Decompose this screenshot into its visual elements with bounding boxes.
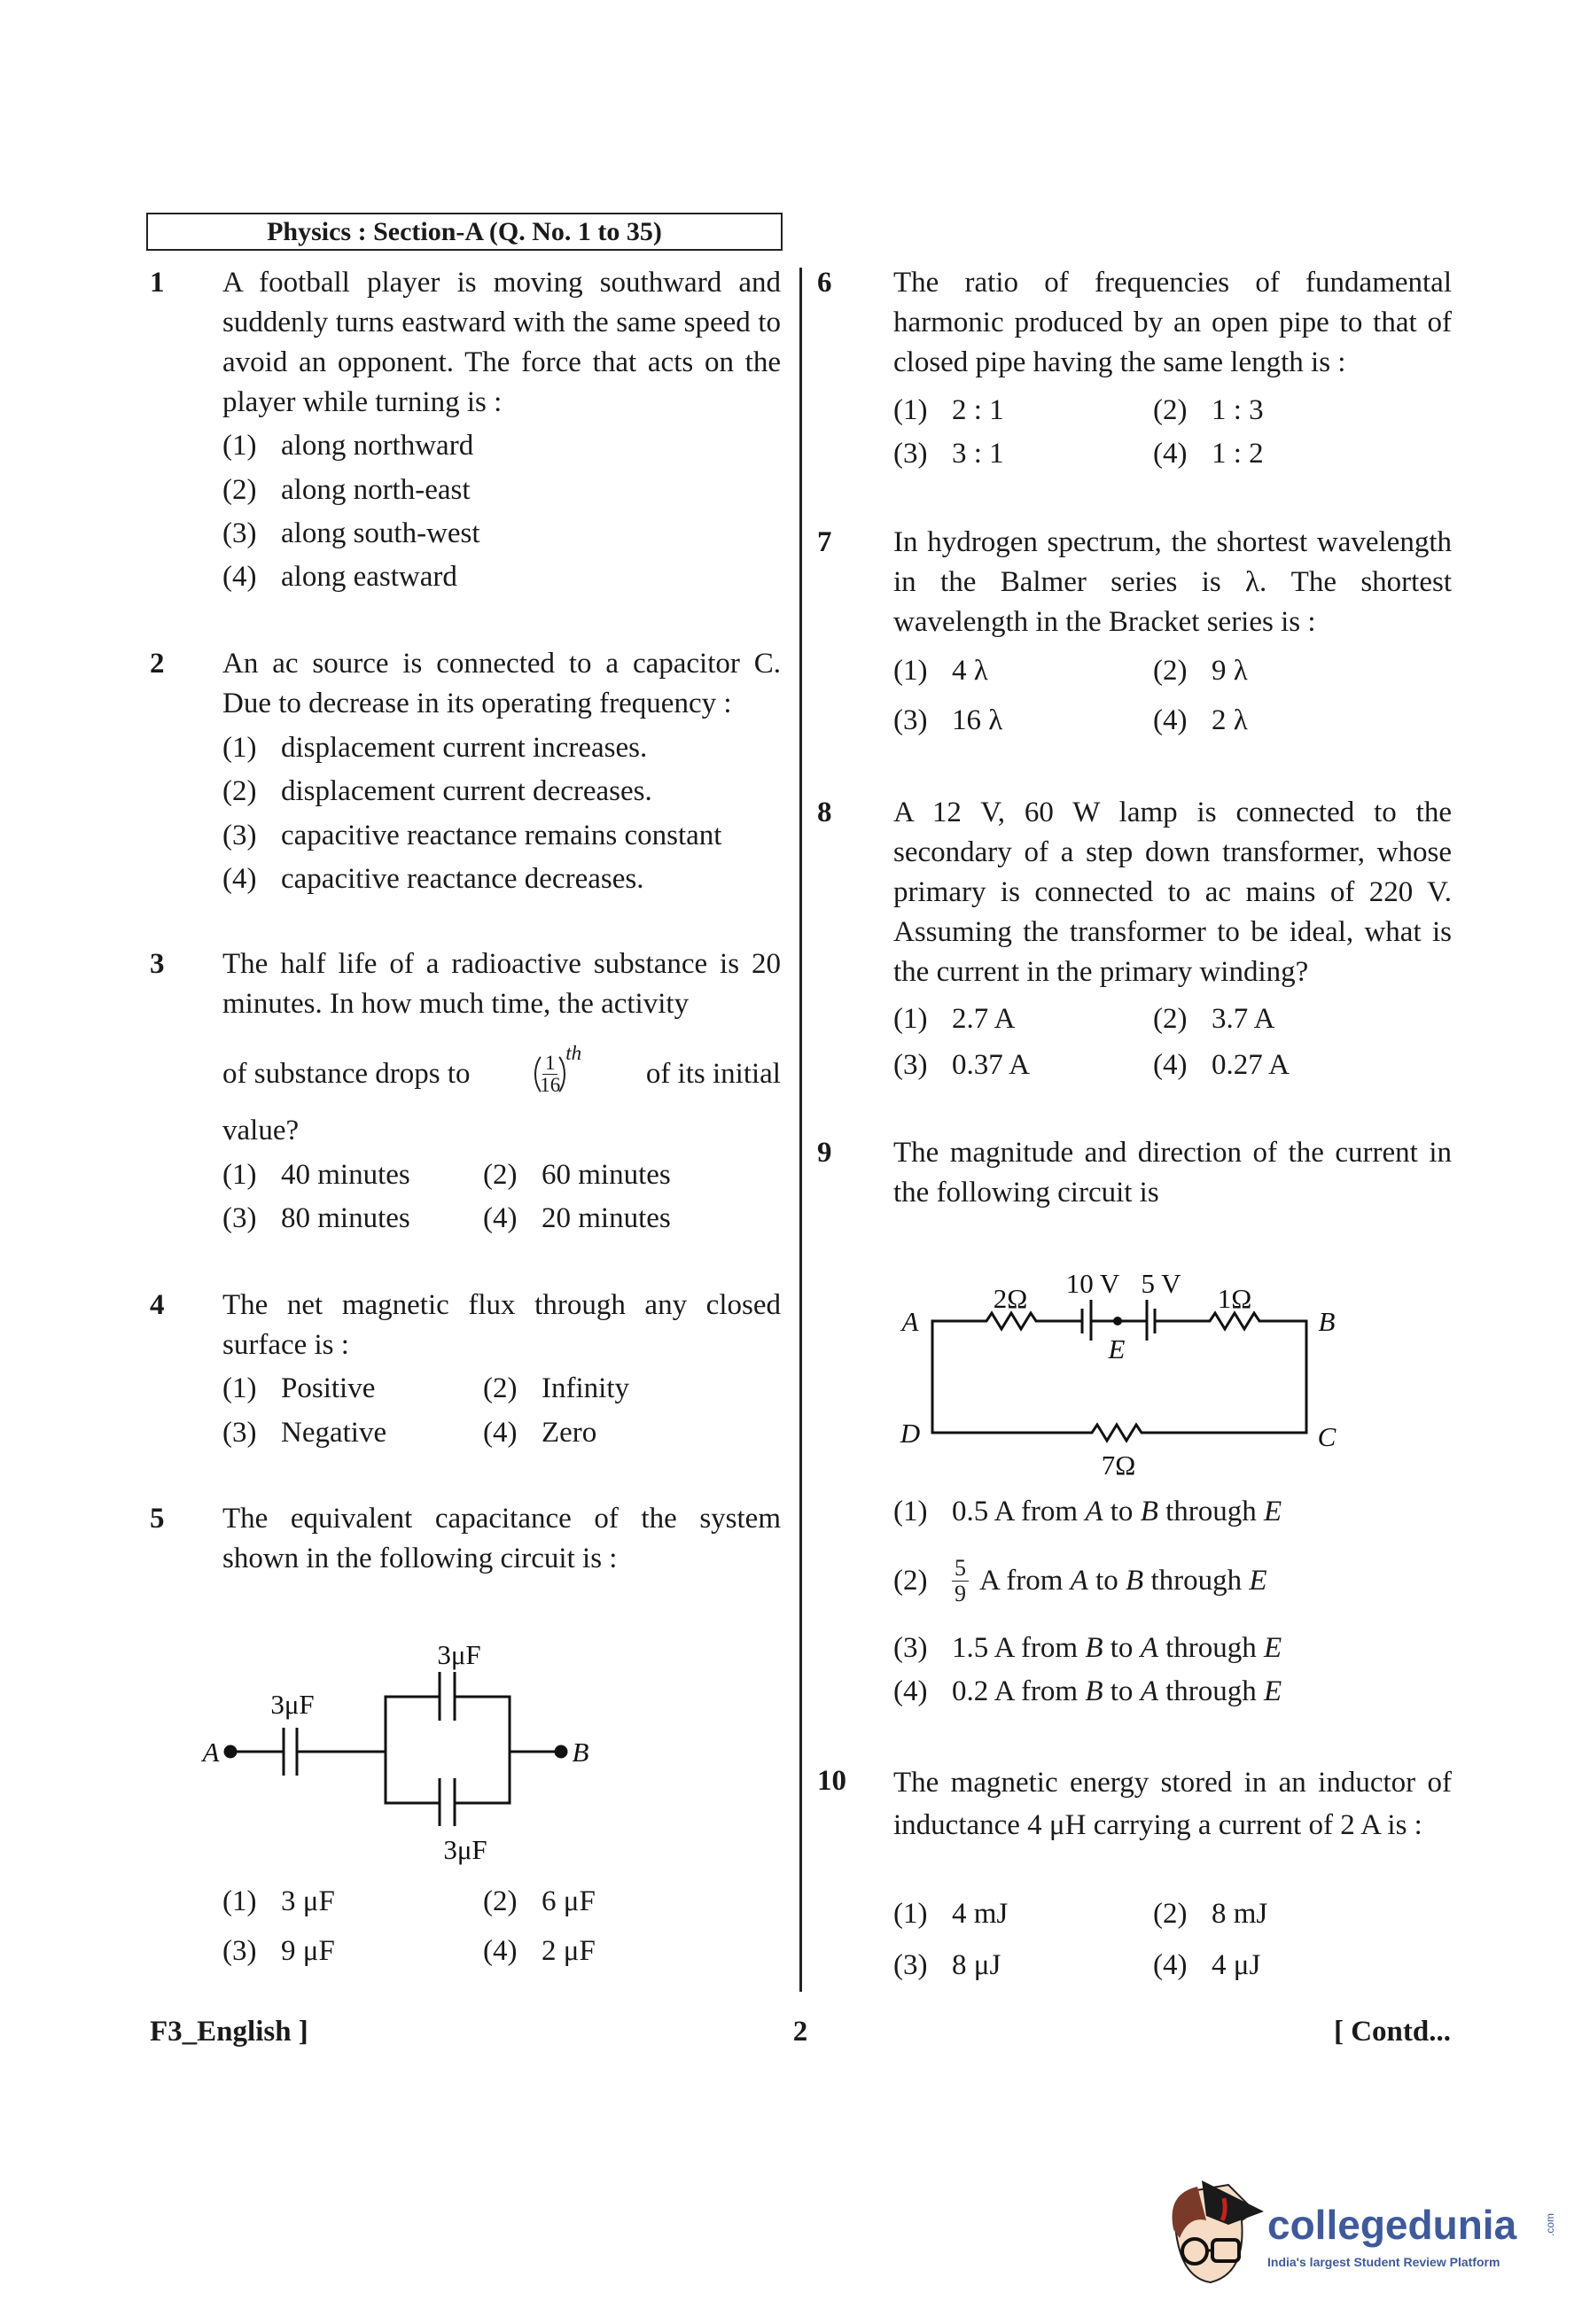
- option-number: (2): [1153, 1003, 1188, 1035]
- battery-label: 5 V: [1141, 1268, 1181, 1299]
- terminal-dot: [225, 1746, 236, 1757]
- option: [222, 426, 781, 466]
- question-text: In hydrogen spectrum, the shortest wavelength in the Balmer series is λ. The shortest wavelength in the Bracket series is :: [893, 526, 1452, 638]
- option-text: to: [1110, 1632, 1134, 1664]
- option-text: to: [1110, 1496, 1134, 1527]
- option-number: (4): [1153, 704, 1188, 736]
- option: [483, 1369, 629, 1409]
- option-text: through: [1165, 1496, 1257, 1527]
- option-text: A from: [979, 1564, 1064, 1597]
- option-number: (1): [222, 430, 257, 462]
- option: [483, 1155, 671, 1195]
- capacitor-label: 3μF: [270, 1689, 315, 1720]
- node-label: B: [1140, 1496, 1158, 1527]
- question-text: value?: [222, 1115, 300, 1146]
- option-number: (1): [893, 655, 928, 687]
- mascot-icon: [1157, 2176, 1264, 2291]
- text: of its initial: [645, 1057, 781, 1090]
- option-number: (3): [893, 438, 928, 470]
- option-text: 40 minutes: [281, 1159, 410, 1191]
- junction-dot: [1115, 1318, 1121, 1325]
- option: [893, 1492, 1452, 1532]
- option-text: 80 minutes: [281, 1202, 410, 1234]
- footer-paper-code: F3_English ]: [150, 2016, 308, 2048]
- option: [893, 1628, 1452, 1668]
- option: [483, 1413, 596, 1453]
- superscript: th: [565, 1041, 582, 1064]
- option-number: (3): [222, 517, 257, 549]
- collegedunia-logo: [1157, 2167, 1565, 2291]
- option: [893, 1672, 1452, 1712]
- resistor-label: 1Ω: [1217, 1283, 1252, 1314]
- option: [1153, 434, 1264, 474]
- node-label: B: [572, 1737, 589, 1768]
- fraction-numerator: 5: [952, 1556, 969, 1582]
- option-text: Infinity: [542, 1372, 629, 1404]
- option-number: (3): [893, 1949, 928, 1981]
- option: [222, 470, 781, 510]
- option: [1153, 701, 1248, 741]
- question-number: 6: [817, 267, 832, 299]
- question-number: 1: [150, 267, 165, 299]
- option-text: 4 λ: [952, 655, 988, 687]
- option-text: 6 μF: [542, 1885, 596, 1917]
- option: [1153, 391, 1264, 431]
- section-header: Physics : Section-A (Q. No. 1 to 35): [146, 213, 783, 251]
- option-text: through: [1165, 1632, 1257, 1664]
- option-number: (4): [1153, 438, 1188, 470]
- option-text: to: [1095, 1564, 1118, 1597]
- option-text: along north-east: [281, 474, 471, 506]
- column-divider: [799, 268, 802, 1992]
- option-number: (3): [222, 1935, 257, 1967]
- option-number: (3): [893, 1049, 928, 1081]
- option: [483, 1931, 596, 1971]
- footer-contd: [ Contd...: [1333, 2016, 1451, 2048]
- option-text: Negative: [281, 1417, 387, 1449]
- question-number: 4: [150, 1289, 165, 1321]
- option-text: along northward: [281, 430, 474, 462]
- option-text: Positive: [281, 1372, 376, 1404]
- option-number: (3): [222, 1202, 257, 1234]
- question-number: 8: [817, 797, 832, 828]
- option-text: 4 mJ: [952, 1898, 1009, 1930]
- text: of substance drops to: [222, 1057, 471, 1090]
- option-text: 2.7 A: [952, 1003, 1016, 1035]
- resistor: [982, 1313, 1039, 1329]
- option: [893, 1552, 1452, 1609]
- option-text: 20 minutes: [542, 1202, 671, 1234]
- question-number: 9: [817, 1137, 832, 1169]
- fraction-numerator: 1: [542, 1053, 558, 1075]
- option-text: 0.5 A from: [952, 1496, 1079, 1527]
- option-text: displacement current decreases.: [281, 775, 652, 807]
- option-text: 2 : 1: [952, 394, 1004, 426]
- question-text: The ratio of frequencies of fundamental harmonic produced by an open pipe to that of closed pipe having the same length is :: [893, 267, 1452, 378]
- node-label: A: [901, 1306, 919, 1337]
- node-label: B: [1126, 1564, 1144, 1597]
- option-text: 8 mJ: [1212, 1898, 1268, 1930]
- option-text: 1 : 2: [1212, 438, 1264, 470]
- option-number: (1): [893, 1496, 928, 1527]
- node-label: E: [1264, 1632, 1282, 1664]
- option: [222, 557, 781, 597]
- option-number: (4): [1153, 1949, 1188, 1981]
- option-number: (2): [893, 1564, 928, 1597]
- node-label: A: [1140, 1632, 1158, 1664]
- option-number: (1): [222, 1159, 257, 1191]
- option-text: capacitive reactance remains constant: [281, 820, 722, 851]
- option: [1153, 1946, 1260, 1986]
- node-label: B: [1085, 1675, 1103, 1707]
- question-text: An ac source is connected to a capacitor C. Due to decrease in its operating frequency :: [222, 648, 781, 719]
- logo-suffix: .com: [1544, 2213, 1556, 2237]
- question-text: The net magnetic flux through any closed surface is :: [222, 1289, 781, 1361]
- node-label: E: [1249, 1564, 1267, 1597]
- node-label: A: [1070, 1564, 1088, 1597]
- question-text: A football player is moving southward and suddenly turns eastward with the same speed to avoid an opponent. The force that acts on the player while turning is :: [222, 267, 781, 418]
- option-number: (3): [222, 820, 257, 851]
- option-number: (4): [893, 1675, 928, 1707]
- question-text: A 12 V, 60 W lamp is connected to the secondary of a step down transformer, whose primary is connected to ac mains of 220 V. Assuming the transformer to be ideal, what is the current in the primary winding?: [893, 797, 1452, 988]
- wire: [1143, 1321, 1306, 1433]
- option-text: 1.5 A from: [952, 1632, 1079, 1664]
- wire: [932, 1321, 1087, 1433]
- option: [222, 728, 781, 768]
- logo-wordmark: collegedunia: [1267, 2202, 1517, 2248]
- option-number: (1): [893, 1898, 928, 1930]
- node-label: A: [1085, 1496, 1103, 1527]
- option-number: (4): [483, 1935, 518, 1967]
- option-number: (2): [483, 1372, 518, 1404]
- option-number: (1): [893, 1003, 928, 1035]
- option: [1153, 651, 1248, 691]
- option-text: 8 μJ: [952, 1949, 1001, 1981]
- option-text: 9 μF: [281, 1935, 335, 1967]
- option: [222, 772, 781, 812]
- option-text: along eastward: [281, 561, 457, 593]
- option-number: (1): [222, 1885, 257, 1917]
- option-number: (2): [483, 1885, 518, 1917]
- question-number: 3: [150, 948, 165, 980]
- fraction-denominator: 9: [955, 1580, 966, 1606]
- question-text-fraction-line: [222, 1041, 781, 1102]
- option-text: displacement current increases.: [281, 732, 648, 764]
- wire: [386, 1697, 440, 1803]
- option-text: Zero: [542, 1417, 597, 1449]
- option-text: 0.27 A: [1212, 1049, 1290, 1081]
- node-label: A: [1140, 1675, 1158, 1707]
- capacitor-label: 3μF: [443, 1834, 487, 1865]
- option-number: (2): [1153, 394, 1188, 426]
- question-number: 10: [817, 1765, 846, 1797]
- option-text: to: [1110, 1675, 1134, 1707]
- option-text: 4 μJ: [1212, 1949, 1261, 1981]
- option-text: 2 μF: [542, 1935, 596, 1967]
- option-number: (1): [222, 732, 257, 764]
- option-text: 3.7 A: [1212, 1003, 1275, 1035]
- node-label: A: [202, 1737, 220, 1768]
- option: [222, 514, 781, 554]
- fraction-expression: [534, 1041, 582, 1098]
- option-number: (2): [1153, 1898, 1188, 1930]
- node-label: E: [1108, 1333, 1126, 1364]
- option-number: (4): [222, 863, 257, 895]
- wire: [455, 1697, 510, 1803]
- node-label: E: [1264, 1675, 1282, 1707]
- option-text: 9 λ: [1212, 655, 1248, 687]
- resistor-label: 2Ω: [993, 1283, 1028, 1314]
- option-number: (4): [222, 561, 257, 593]
- option: [1153, 999, 1275, 1039]
- terminal-dot: [556, 1746, 566, 1757]
- option-text: 60 minutes: [542, 1159, 671, 1191]
- question-number: 2: [150, 648, 165, 680]
- resistor-battery-circuit: [932, 1300, 1306, 1441]
- capacitor-circuit: [225, 1672, 566, 1826]
- option-number: (3): [222, 1417, 257, 1449]
- question-text: The half life of a radioactive substance is 20 minutes. In how much time, the activity: [222, 948, 781, 1020]
- fraction-denominator: 16: [540, 1073, 561, 1096]
- option-number: (2): [483, 1159, 518, 1191]
- option-number: (1): [222, 1372, 257, 1404]
- fraction: [952, 1556, 969, 1606]
- option: [483, 1882, 596, 1922]
- resistor: [1087, 1425, 1143, 1441]
- node-label: E: [1264, 1496, 1282, 1527]
- battery-label: 10 V: [1065, 1268, 1120, 1299]
- option-text: through: [1165, 1675, 1257, 1707]
- option-number: (2): [222, 775, 257, 807]
- page-number: 2: [792, 2016, 808, 2048]
- option-text: through: [1150, 1564, 1243, 1597]
- node-label: B: [1318, 1306, 1336, 1337]
- option-text: 0.2 A from: [952, 1675, 1079, 1707]
- option-number: (4): [1153, 1049, 1188, 1081]
- question-text: The magnitude and direction of the current in the following circuit is: [893, 1137, 1452, 1209]
- option-text: 1 : 3: [1212, 394, 1264, 426]
- question-text: The magnetic energy stored in an inductor of inductance 4 μH carrying a current of 2 A is :: [893, 1767, 1452, 1841]
- option: [222, 816, 781, 856]
- resistor-label: 7Ω: [1101, 1450, 1136, 1481]
- option-text: along south-west: [281, 517, 480, 549]
- option-text: 3 μF: [281, 1885, 335, 1917]
- node-label: C: [1317, 1421, 1337, 1452]
- option: [222, 859, 781, 899]
- option-number: (3): [893, 1632, 928, 1664]
- option: [1153, 1045, 1290, 1085]
- node-label: D: [900, 1418, 921, 1449]
- option-number: (3): [893, 704, 928, 736]
- logo-tagline: India's largest Student Review Platform: [1267, 2255, 1500, 2269]
- option-number: (2): [1153, 655, 1188, 687]
- resistor: [1205, 1313, 1263, 1329]
- option: [1153, 1894, 1267, 1934]
- option-text: capacitive reactance decreases.: [281, 863, 644, 895]
- option-number: (1): [893, 394, 928, 426]
- question-text: The equivalent capacitance of the system shown in the following circuit is :: [222, 1503, 781, 1574]
- option-text: 16 λ: [952, 704, 1003, 736]
- question-number: 5: [150, 1503, 165, 1535]
- node-label: B: [1085, 1632, 1103, 1664]
- capacitor-label: 3μF: [437, 1639, 481, 1670]
- option-text: 3 : 1: [952, 438, 1004, 470]
- option-number: (4): [483, 1202, 518, 1234]
- option: [483, 1199, 671, 1239]
- question-number: 7: [817, 526, 832, 558]
- option-number: (4): [483, 1417, 518, 1449]
- option-number: (2): [222, 474, 257, 506]
- option-text: 0.37 A: [952, 1049, 1031, 1081]
- option-text: 2 λ: [1212, 704, 1248, 736]
